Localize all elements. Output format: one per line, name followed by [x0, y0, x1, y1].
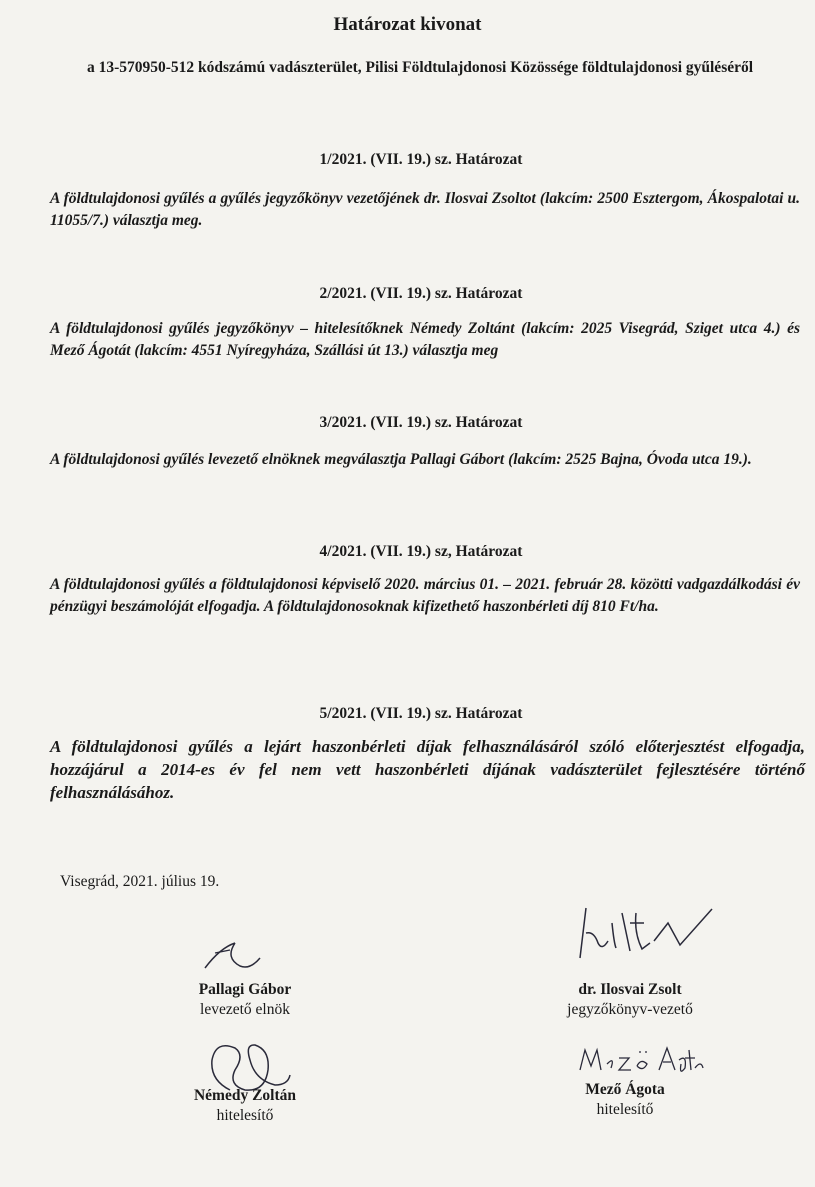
signature-mezo-image: [575, 1040, 705, 1080]
resolution-3-heading: 3/2021. (VII. 19.) sz. Határozat: [319, 414, 523, 431]
signatory-role: hitelesítő: [216, 1107, 274, 1124]
signature-ilosvai-image: [572, 903, 722, 963]
resolution-5-heading: 5/2021. (VII. 19.) sz. Határozat: [319, 705, 523, 722]
signatory-mezo: [545, 1080, 705, 1120]
resolution-2-text: A földtulajdonosi gyűlés jegyzőkönyv – hitelesítőknek Némedy Zoltánt (lakcím: 2025 Visegrád, Sziget utca 4.) és Mező Ágotát (lakcím: 4551 Nyíregyháza, Szállási út 13.) választja meg: [50, 320, 800, 359]
place-date: Visegrád, 2021. július 19.: [60, 873, 220, 890]
signature-pallagi-image: [195, 928, 275, 978]
resolution-4-text: A földtulajdonosi gyűlés a földtulajdonosi képviselő 2020. március 01. – 2021. február 28. közötti vadgazdálkodási év pénzügyi beszámolóját elfogadja. A földtulajdonosoknak kifizethető haszonbérleti díj 810 Ft/ha.: [50, 576, 800, 615]
resolution-1-text: A földtulajdonosi gyűlés a gyűlés jegyzőkönyv vezetőjének dr. Ilosvai Zsoltot (lakcím: 2500 Esztergom, Ákospalotai u. 11055/7.) választja meg.: [50, 190, 800, 229]
document-title: Határozat kivonat: [333, 14, 482, 35]
signatory-name: Némedy Zoltán: [193, 1087, 297, 1104]
resolution-5-text: A földtulajdonosi gyűlés a lejárt haszonbérleti díjak felhasználásáról szóló előterjesztést elfogadja, hozzájárul a 2014-es év fel nem vett haszonbérleti díjának vadászterület fejlesztésére történő felhasználásához.: [50, 737, 805, 802]
signatory-role: jegyzőkönyv-vezető: [567, 1001, 693, 1018]
signatory-role: levezető elnök: [200, 1001, 290, 1018]
signatory-role: hitelesítő: [596, 1101, 654, 1118]
signatory-name: dr. Ilosvai Zsolt: [578, 981, 682, 998]
signatory-nemedy: [160, 1086, 330, 1126]
resolution-4-heading: 4/2021. (VII. 19.) sz, Határozat: [319, 543, 523, 560]
signatory-ilosvai: [530, 980, 730, 1020]
document-subtitle: a 13-570950-512 kódszámú vadászterület, Pilisi Földtulajdonosi Közössége földtulajdonosi gyűléséről: [86, 59, 754, 76]
signatory-name: Pallagi Gábor: [198, 981, 292, 998]
signatory-pallagi: [160, 980, 330, 1020]
resolution-3-text: A földtulajdonosi gyűlés levezető elnöknek megválasztja Pallagi Gábort (lakcím: 2525 Bajna, Óvoda utca 19.).: [50, 451, 752, 468]
signatory-name: Mező Ágota: [585, 1081, 665, 1098]
resolution-2-heading: 2/2021. (VII. 19.) sz. Határozat: [319, 285, 523, 302]
resolution-1-heading: 1/2021. (VII. 19.) sz. Határozat: [319, 151, 523, 168]
